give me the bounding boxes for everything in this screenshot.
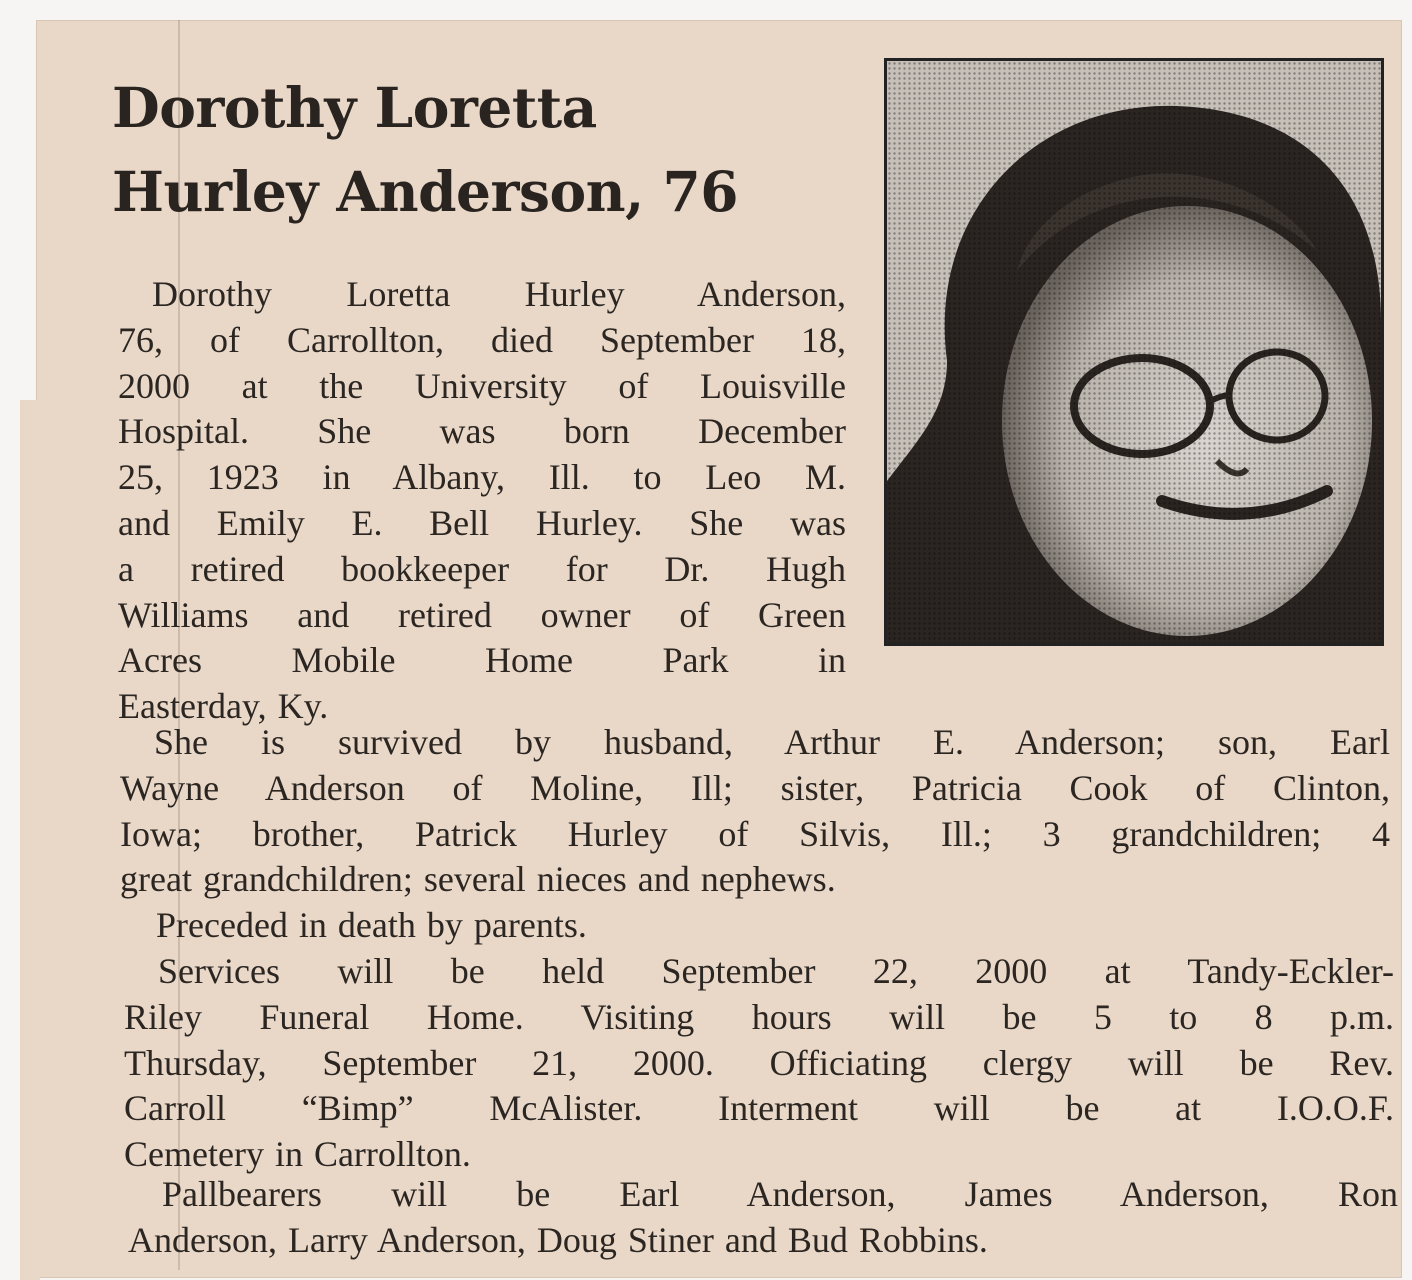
pallbearers-paragraph (128, 1172, 1398, 1264)
intro-line: a retired bookkeeper for Dr. Hugh (118, 548, 846, 589)
preceded-paragraph (122, 903, 1392, 949)
services-line: Thursday, September 21, 2000. Officiating clergy will be Rev. (124, 1042, 1394, 1083)
pallbearers-line: Anderson, Larry Anderson, Doug Stiner and Bud Robbins. (128, 1219, 988, 1260)
services-line: Carroll “Bimp” McAlister. Interment will be at I.O.O.F. (124, 1088, 1394, 1129)
intro-line: Hospital. She was born December (118, 411, 846, 452)
intro-line: 76, of Carrollton, died September 18, (118, 319, 846, 360)
obituary-headline (112, 66, 852, 234)
intro-line: and Emily E. Bell Hurley. She was (118, 502, 846, 543)
portrait-photo-icon (887, 61, 1381, 643)
intro-line: Acres Mobile Home Park in (118, 640, 846, 681)
portrait-photo (884, 58, 1384, 646)
headline-line-1: Dorothy Loretta (112, 75, 597, 140)
intro-line: Easterday, Ky. (118, 686, 329, 727)
preceded-line: Preceded in death by parents. (156, 905, 587, 945)
intro-paragraph (118, 272, 846, 730)
survivors-line: Iowa; brother, Patrick Hurley of Silvis, Ill.; 3 grandchildren; 4 (120, 813, 1390, 854)
intro-line: Dorothy Loretta Hurley Anderson, (152, 274, 846, 314)
survivors-line: great grandchildren; several nieces and nephews. (120, 859, 836, 900)
survivors-paragraph (120, 720, 1390, 903)
survivors-line: She is survived by husband, Arthur E. Anderson; son, Earl (154, 722, 1390, 762)
services-line: Riley Funeral Home. Visiting hours will be 5 to 8 p.m. (124, 996, 1394, 1037)
services-line: Cemetery in Carrollton. (124, 1134, 471, 1175)
intro-line: 2000 at the University of Louisville (118, 365, 846, 406)
services-line: Services will be held September 22, 2000 at Tandy-Eckler- (158, 951, 1394, 991)
survivors-line: Wayne Anderson of Moline, Ill; sister, Patricia Cook of Clinton, (120, 767, 1390, 808)
headline-line-2: Hurley Anderson, 76 (112, 159, 738, 224)
intro-line: 25, 1923 in Albany, Ill. to Leo M. (118, 457, 846, 498)
intro-line: Williams and retired owner of Green (118, 594, 846, 635)
services-paragraph (124, 949, 1394, 1178)
pallbearers-line: Pallbearers will be Earl Anderson, James Anderson, Ron (162, 1174, 1398, 1214)
